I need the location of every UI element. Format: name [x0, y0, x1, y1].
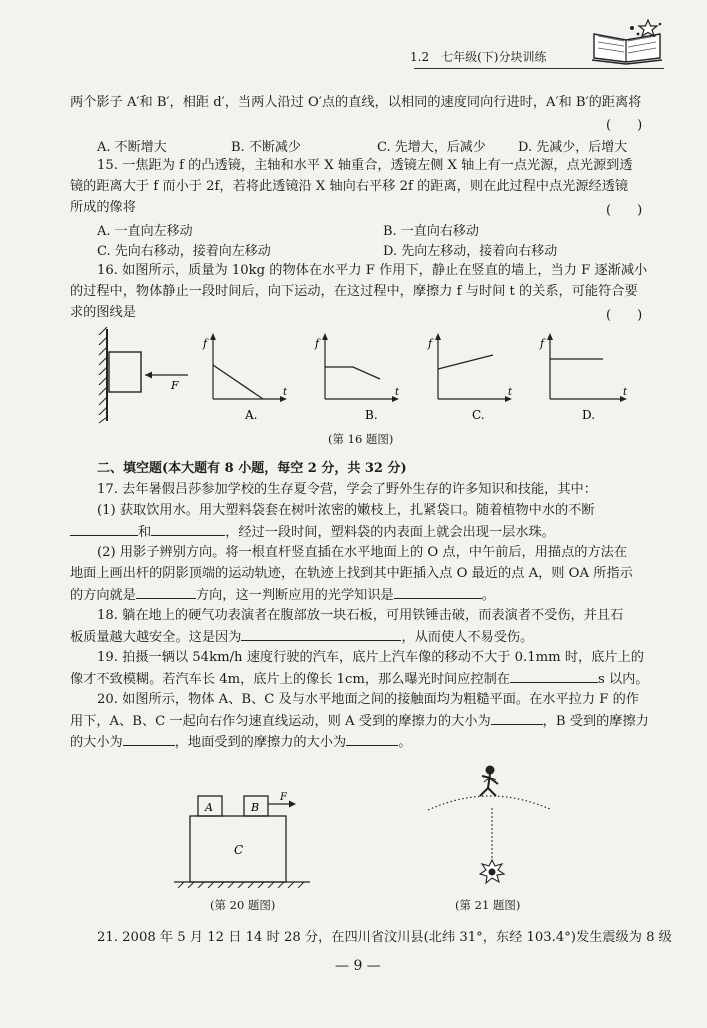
q18-line2-text-a: 板质量越大越安全。这是因为 — [70, 630, 242, 645]
header-rule — [414, 68, 664, 69]
graph-a-x-label: t — [283, 387, 288, 398]
runner-figure-icon — [480, 766, 498, 797]
section-2-title: 二、填空题(本大题有 8 小题，每空 2 分，共 32 分) — [97, 461, 407, 476]
q18-line1: 18. 躺在地上的硬气功表演者在腹部放一块石板，可用铁锤击破，而表演者不受伤，并且石 — [97, 608, 624, 623]
q17-line6-text-c: 。 — [481, 588, 495, 603]
q17-blank-2[interactable] — [151, 523, 225, 536]
graph-d-y-label: f — [540, 337, 545, 350]
q16-line2: 的过程中，物体静止一段时间后，向下运动，在这过程中，摩擦力 f 与时间 t 的关系，可能符合要 — [70, 284, 638, 299]
q20-blank-1[interactable] — [491, 712, 543, 725]
graph-b — [314, 333, 400, 422]
q20-line2-text-b: ，B 受到的摩擦力 — [542, 714, 649, 729]
q17-blank-1[interactable] — [70, 523, 138, 536]
q19-line2 — [70, 670, 707, 689]
q16-force-label: F — [171, 379, 179, 392]
graph-a-y-label: f — [203, 337, 208, 350]
q16-figure — [95, 325, 655, 430]
q20-line3-text-a: 的大小为 — [70, 735, 123, 750]
q17-line6 — [70, 586, 707, 605]
q17-line4: (2) 用影子辨别方向。将一根直杆竖直插在水平地面上的 O 点，中午前后，用描点的方法在 — [97, 545, 628, 560]
q19-line1: 19. 拍摄一辆以 54km/h 速度行驶的汽车，底片上汽车像的移动不大于 0.1mm 时，底片上的 — [97, 650, 644, 665]
graph-b-label: B. — [365, 408, 378, 422]
q20-line2 — [70, 712, 707, 731]
q20-blank-2[interactable] — [123, 733, 175, 746]
q20-caption: (第 20 题图) — [210, 898, 276, 912]
graph-d-x-label: t — [623, 387, 628, 398]
q17-blank-3[interactable] — [136, 586, 196, 599]
block-c-label: C — [234, 843, 244, 857]
q17-line1: 17. 去年暑假吕莎参加学校的生存夏令营，学会了野外生存的许多知识和技能，其中： — [97, 482, 597, 497]
q19-line2-text-a: 像才不致模糊。若汽车长 4m，底片上的像长 1cm，那么曝光时间应控制在 — [70, 672, 510, 687]
graph-a — [202, 333, 288, 422]
graph-c-y-label: f — [428, 337, 433, 350]
page-number: — 9 — — [335, 958, 381, 974]
graph-d-label: D. — [582, 408, 596, 422]
q16-answer-paren: ( ) — [606, 308, 643, 323]
q14-option-c: C. 先增大，后减少 — [377, 140, 486, 155]
q16-line3: 求的图线是 — [70, 305, 136, 320]
q20-line3-text-c: 。 — [398, 735, 412, 750]
q20-figure — [170, 790, 320, 900]
q20-line3-text-b: ，地面受到的摩擦力的大小为 — [174, 735, 347, 750]
q16-caption: (第 16 题图) — [328, 432, 394, 446]
q14-option-b: B. 不断减少 — [231, 140, 301, 155]
q16-line1: 16. 如图所示，质量为 10kg 的物体在水平力 F 作用下，静止在竖直的墙上，当力 F 逐渐减小 — [97, 263, 648, 278]
graph-c-label: C. — [472, 408, 485, 422]
q18-line2-text-b: ，从而使人不易受伤。 — [401, 630, 534, 645]
q17-line3-text-a: 和 — [138, 525, 152, 540]
graph-d — [539, 333, 628, 422]
q14-option-a: A. 不断增大 — [97, 140, 167, 155]
q18-line2 — [70, 628, 707, 647]
q15-option-c: C. 先向右移动，接着向左移动 — [97, 244, 271, 259]
block-b-label: B — [251, 801, 260, 814]
q15-option-d: D. 先向左移动，接着向右移动 — [383, 244, 558, 259]
q20-line3 — [70, 733, 707, 752]
q17-line5: 地面上画出杆的阴影顶端的运动轨迹，在轨迹上找到其中距插入点 O 最近的点 A，则 OA 所指示 — [70, 566, 633, 581]
graph-c — [427, 333, 513, 422]
q15-line1: 15. 一焦距为 f 的凸透镜，主轴和水平 X 轴重合，透镜左侧 X 轴上有一点光源，点光源到透 — [97, 158, 633, 173]
q15-option-b: B. 一直向右移动 — [383, 224, 479, 239]
graph-c-x-label: t — [508, 387, 513, 398]
q20-force-label: F — [280, 792, 287, 803]
q14-answer-paren: ( ) — [606, 118, 643, 133]
q17-line6-text-a: 的方向就是 — [70, 588, 136, 603]
q19-line2-text-b: s 以内。 — [598, 672, 649, 687]
running-header: 1.2 七年级(下)分块训练 — [410, 50, 547, 64]
q21-figure — [420, 762, 560, 890]
q18-blank-1[interactable] — [241, 628, 401, 641]
q17-line3-text-b: ，经过一段时间，塑料袋的内表面上就会出现一层水珠。 — [225, 525, 555, 540]
q15-answer-paren: ( ) — [606, 203, 643, 218]
graph-b-y-label: f — [315, 337, 320, 350]
graph-b-x-label: t — [395, 387, 400, 398]
q17-line2: (1) 获取饮用水。用大塑料袋套在树叶浓密的嫩枝上，扎紧袋口。随着植物中水的不断 — [97, 503, 595, 518]
q20-blank-3[interactable] — [346, 733, 398, 746]
explosion-icon — [480, 860, 504, 883]
q21-caption: (第 21 题图) — [455, 898, 521, 912]
q17-blank-4[interactable] — [394, 586, 482, 599]
graph-a-label: A. — [245, 408, 258, 422]
q19-blank-1[interactable] — [510, 670, 598, 683]
q20-line1: 20. 如图所示，物体 A、B、C 及与水平地面之间的接触面均为粗糙平面。在水平拉力 F 的作 — [97, 692, 639, 707]
q15-line3: 所成的像将 — [70, 200, 136, 215]
wall-diagram — [99, 327, 188, 423]
q21-line1: 21. 2008 年 5 月 12 日 14 时 28 分，在四川省汶川县(北纬 31°，东经 103.4°)发生震级为 8 级 — [97, 930, 672, 945]
q20-line2-text-a: 用下，A、B、C 一起向右作匀速直线运动，则 A 受到的摩擦力的大小为 — [70, 714, 491, 729]
q14-line1: 两个影子 A′和 B′，相距 d′，当两人沿过 O′点的直线，以相同的速度同向行进时，A′和 B′的距离将 — [70, 95, 642, 110]
q15-option-a: A. 一直向左移动 — [97, 224, 193, 239]
q17-line6-text-b: 方向，这一判断应用的光学知识是 — [195, 588, 394, 603]
q14-option-d: D. 先减少，后增大 — [518, 140, 628, 155]
q15-line2: 镜的距离大于 f 而小于 2f，若将此透镜沿 X 轴向右平移 2f 的距离，则在此过程中点光源经透镜 — [70, 179, 629, 194]
q17-line3 — [70, 523, 707, 542]
block-a-label: A — [205, 801, 213, 814]
